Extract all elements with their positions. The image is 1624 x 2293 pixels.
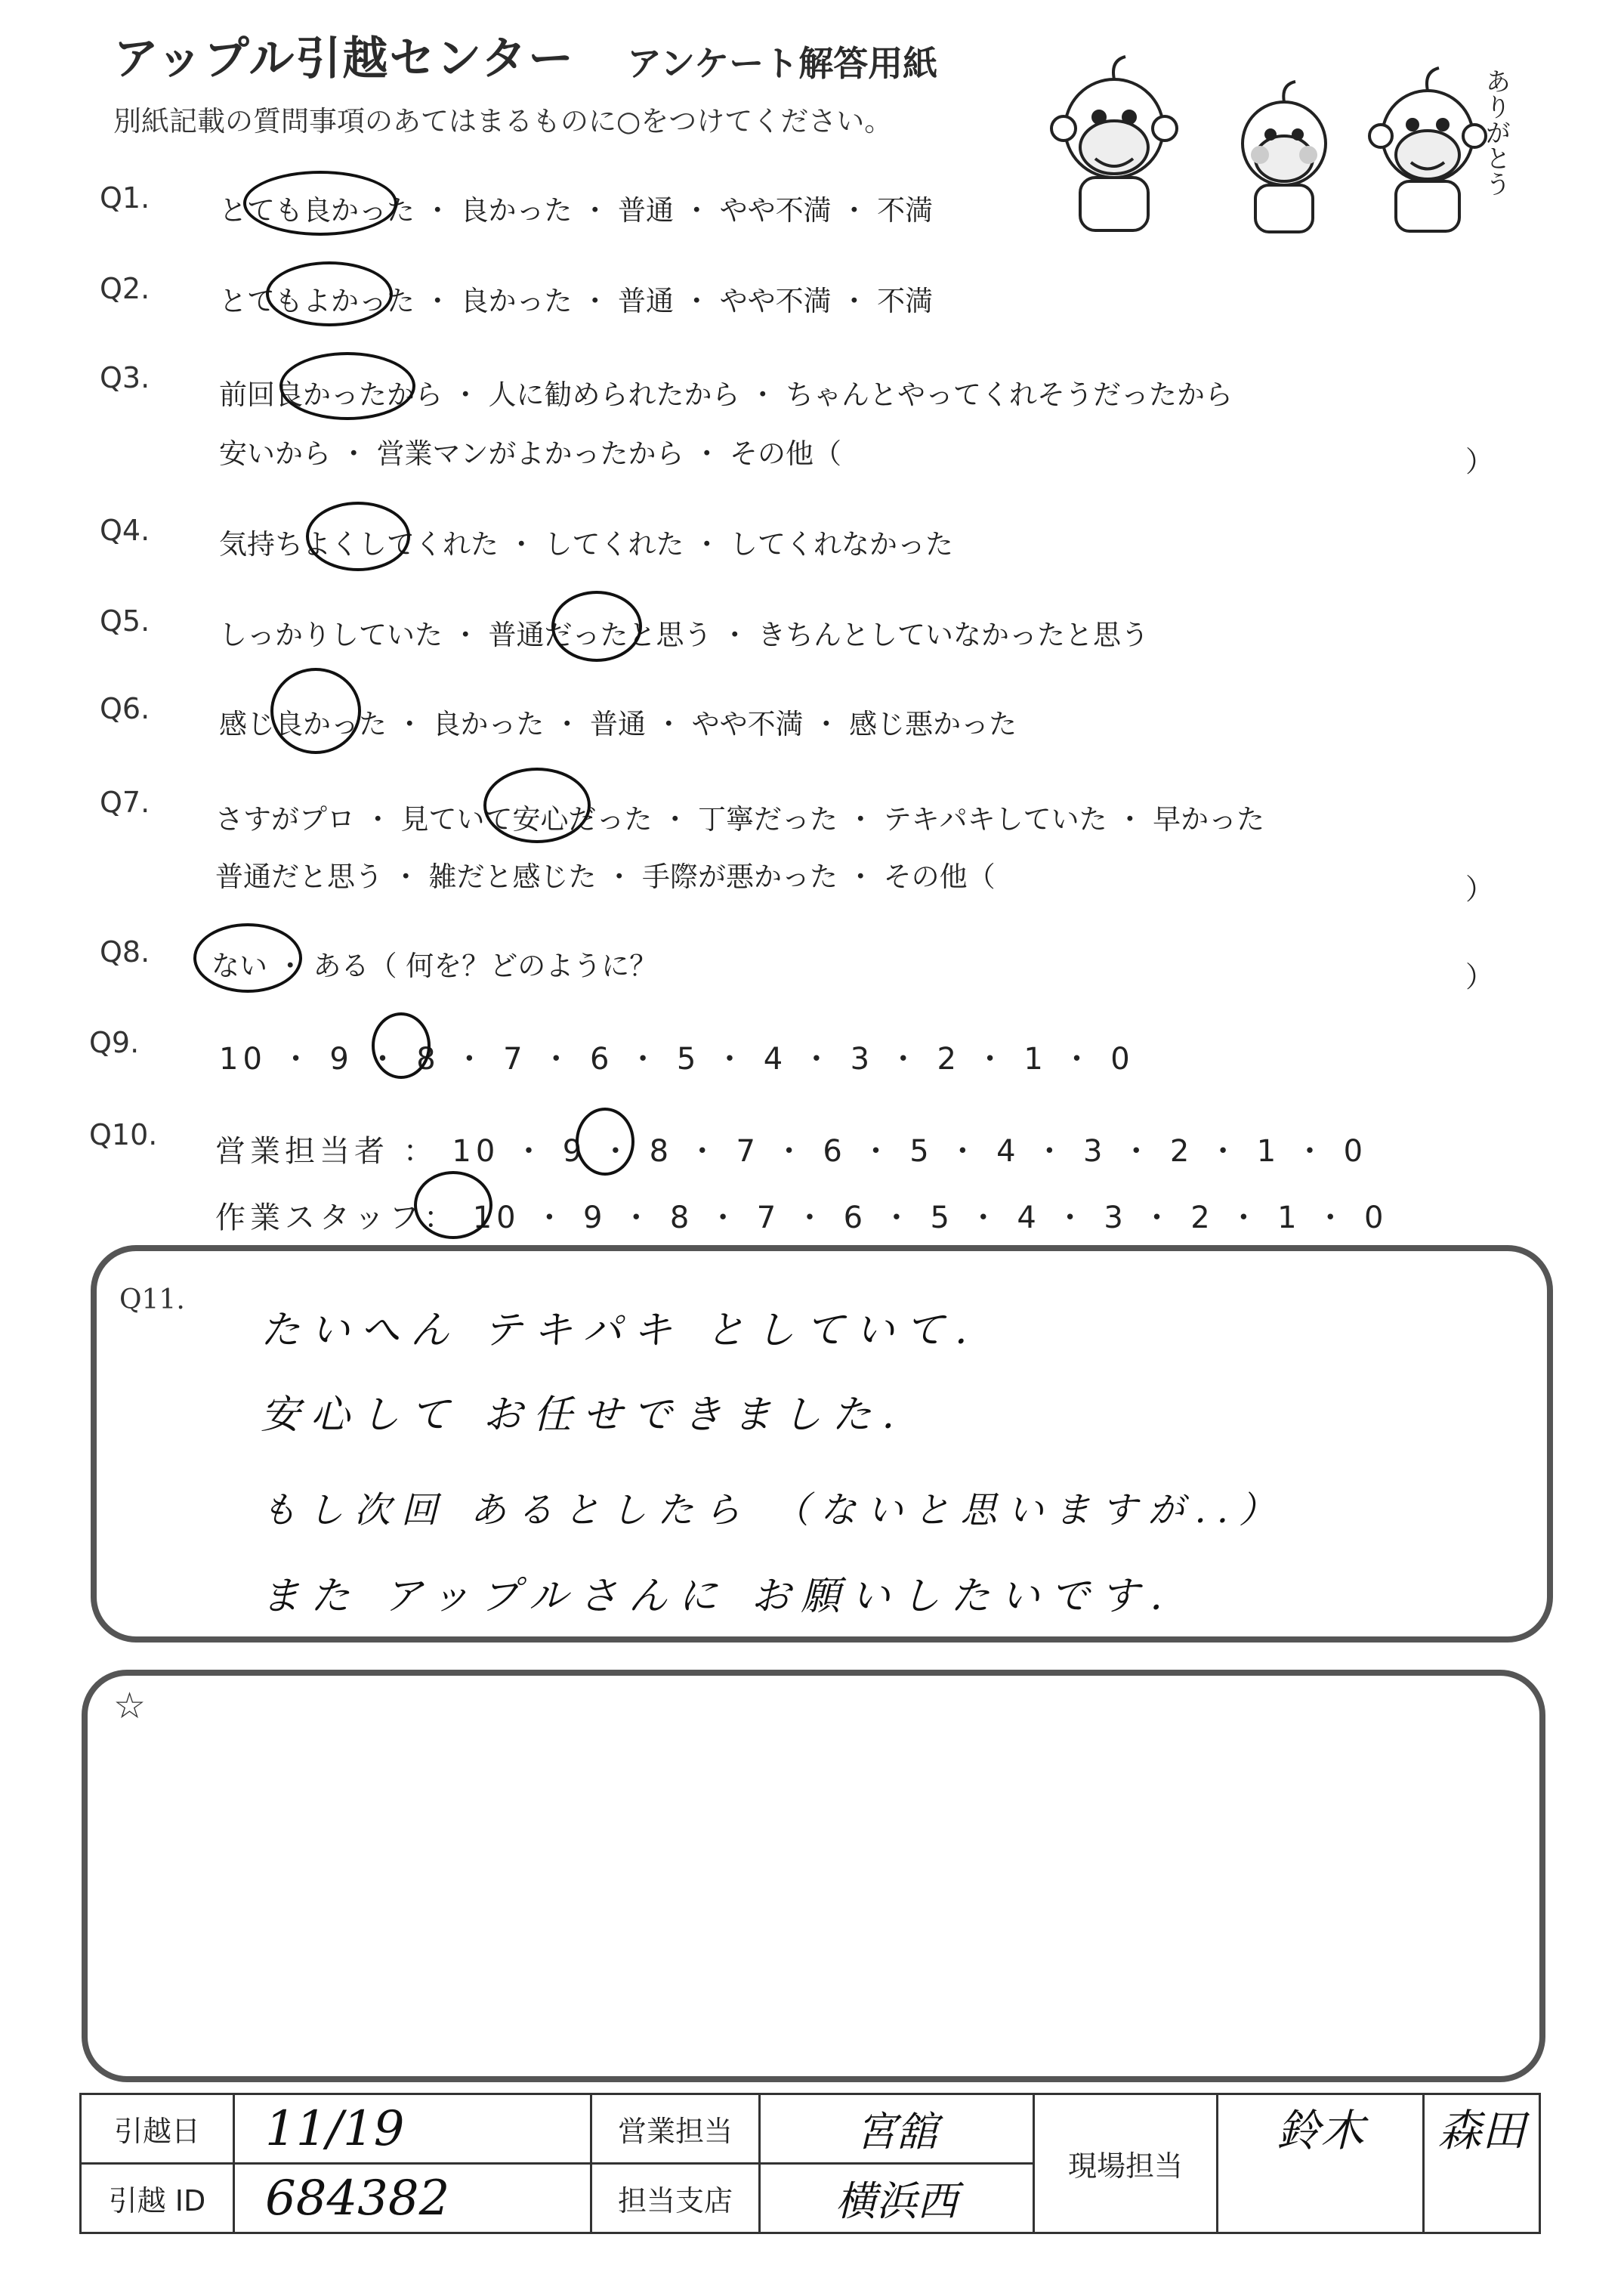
closing-paren: ） bbox=[1465, 960, 1495, 994]
question-number: Q9. bbox=[89, 1026, 140, 1059]
sales-label: 営業担当 bbox=[591, 2094, 760, 2164]
page-title: アップル引越センター bbox=[113, 32, 575, 85]
move-date-value bbox=[234, 2094, 591, 2164]
handwritten-comment-line: 安心して お任せできました. bbox=[261, 1392, 906, 1438]
selected-answer-circle bbox=[306, 502, 410, 571]
monkey-mascot-center bbox=[1243, 82, 1326, 232]
star-icon: ☆ bbox=[113, 1685, 147, 1727]
selected-answer-circle bbox=[372, 1012, 431, 1079]
monkey-mascot-right bbox=[1369, 68, 1486, 231]
sales-value bbox=[760, 2094, 1034, 2164]
question-options: ない ・ ある（ 何を？どのように？ bbox=[211, 950, 658, 982]
selected-answer-circle bbox=[193, 923, 302, 993]
question-number: Q6. bbox=[100, 692, 150, 725]
move-date-handwritten: 11/19 bbox=[265, 2100, 405, 2157]
monkey-mascot-left bbox=[1051, 57, 1177, 230]
question-number: Q3. bbox=[100, 361, 150, 394]
question-number: Q10. bbox=[89, 1118, 158, 1151]
question-options: しっかりしていた ・ 普通だったと思う ・ きちんとしていなかったと思う bbox=[219, 619, 1150, 651]
question-number: Q4. bbox=[100, 514, 150, 547]
handwritten-comment-line: また アップルさんに お願いしたいです. bbox=[261, 1574, 1173, 1619]
instruction-text: 別紙記載の質問事項のあてはまるものに○をつけてください。 bbox=[113, 105, 893, 138]
page-subtitle: アンケート解答用紙 bbox=[627, 43, 938, 84]
question-options: 前回良かったから ・ 人に勧められたから ・ ちゃんとやってくれそうだったから bbox=[219, 379, 1233, 411]
branch-handwritten: 横浜西 bbox=[835, 2177, 958, 2225]
footer-info-table bbox=[79, 2093, 1541, 2234]
selected-answer-circle bbox=[483, 768, 591, 843]
move-id-handwritten: 684382 bbox=[265, 2170, 450, 2227]
selected-answer-circle bbox=[414, 1171, 492, 1239]
question-number: Q7. bbox=[100, 786, 150, 819]
site-value-1 bbox=[1218, 2094, 1424, 2233]
site-staff-1-handwritten: 鈴木 bbox=[1276, 2105, 1364, 2156]
question-number: Q2. bbox=[100, 272, 150, 305]
site-value-2 bbox=[1424, 2094, 1540, 2233]
site-staff-2-handwritten: 森田 bbox=[1437, 2105, 1526, 2156]
rating-scale: 10 ・ 9 ・ 8 ・ 7 ・ 6 ・ 5 ・ 4 ・ 3 ・ 2 ・ 1 ・ 0 bbox=[219, 1042, 1135, 1077]
rating-scale-sales: 営業担当者 ： 10 ・ 9 ・ 8 ・ 7 ・ 6 ・ 5 ・ 4 ・ 3 ・ 2 ・ 1 ・ 0 bbox=[215, 1134, 1368, 1169]
site-label: 現場担当 bbox=[1034, 2094, 1218, 2233]
branch-value bbox=[760, 2164, 1034, 2233]
selected-answer-circle bbox=[551, 591, 642, 662]
branch-label: 担当支店 bbox=[591, 2164, 760, 2233]
closing-paren: ） bbox=[1465, 873, 1495, 906]
question-number: Q5. bbox=[100, 604, 150, 638]
question-options: 感じ良かった ・ 良かった ・ 普通 ・ やや不満 ・ 感じ悪かった bbox=[219, 708, 1017, 740]
selected-answer-circle bbox=[243, 171, 397, 236]
selected-answer-circle bbox=[266, 261, 393, 326]
question-number: Q1. bbox=[100, 181, 150, 215]
handwritten-comment-line: たいへん テキパキ としていて. bbox=[261, 1308, 978, 1353]
question-options-line2: 安いから ・ 営業マンがよかったから ・ その他（ bbox=[219, 437, 842, 470]
question-number: Q8. bbox=[100, 935, 150, 969]
star-comment-box bbox=[82, 1670, 1545, 2082]
question-options-line2: 普通だと思う ・ 雑だと感じた ・ 手際が悪かった ・ その他（ bbox=[215, 861, 996, 893]
question-options: さすがプロ ・ 見ていて安心だった ・ 丁寧だった ・ テキパキしていた ・ 早かった bbox=[215, 803, 1265, 836]
selected-answer-circle bbox=[270, 668, 361, 754]
mascot-thanks-text: ありがとう bbox=[1480, 68, 1511, 196]
q11-label: Q11. bbox=[119, 1284, 185, 1315]
question-options: とてもよかった ・ 良かった ・ 普通 ・ やや不満 ・ 不満 bbox=[219, 285, 934, 317]
handwritten-comment-line: もし次回 あるとしたら （ないと思いますが..） bbox=[261, 1489, 1286, 1531]
question-options: とても良かった ・ 良かった ・ 普通 ・ やや不満 ・ 不満 bbox=[219, 194, 934, 227]
move-id-value bbox=[234, 2164, 591, 2233]
monkey-mascot-illustration bbox=[1035, 45, 1533, 242]
sales-staff-handwritten: 宮舘 bbox=[856, 2108, 937, 2155]
move-id-label: 引越 ID bbox=[81, 2164, 234, 2233]
closing-paren: ） bbox=[1465, 445, 1495, 478]
rating-scale-staff: 作業スタッフ： 10 ・ 9 ・ 8 ・ 7 ・ 6 ・ 5 ・ 4 ・ 3 ・ 2 ・ 1 ・ 0 bbox=[215, 1201, 1388, 1235]
move-date-label: 引越日 bbox=[81, 2094, 234, 2164]
selected-answer-circle bbox=[576, 1108, 634, 1176]
selected-answer-circle bbox=[279, 352, 415, 420]
question-options: 気持ちよくしてくれた ・ してくれた ・ してくれなかった bbox=[219, 528, 954, 561]
